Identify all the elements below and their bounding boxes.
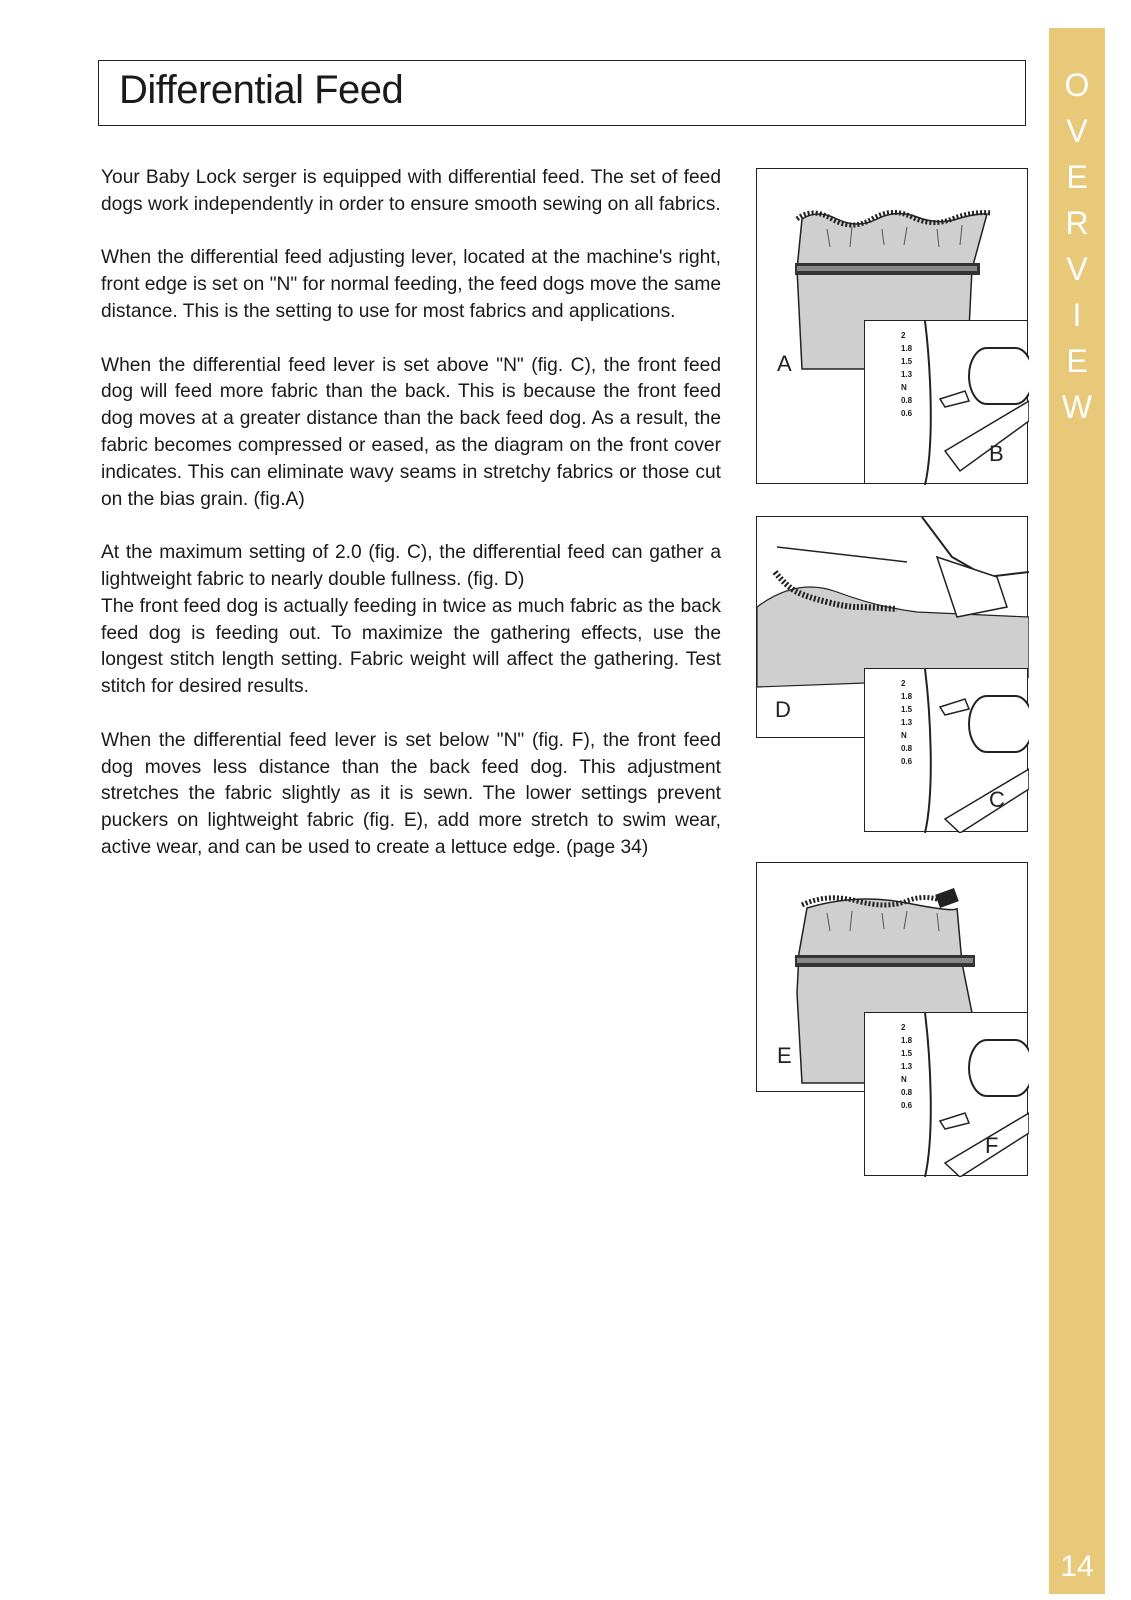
page-number: 14 (1060, 1550, 1094, 1583)
paragraph-max-setting: At the maximum setting of 2.0 (fig. C), the differential feed can gather a lightweight fabric to nearly double fullness. (fig. D) (101, 542, 721, 590)
figure-label-a: A (777, 351, 792, 376)
body-text (101, 165, 721, 889)
figure-label-d: D (775, 697, 791, 722)
dial-mark: 1.5 (901, 1049, 913, 1058)
dial-mark: 0.8 (901, 1088, 913, 1097)
dial-marks (901, 329, 912, 420)
figure-label-e: E (777, 1043, 792, 1068)
dial-mark: N (901, 731, 907, 740)
dial-mark: 0.8 (901, 744, 913, 753)
side-tab-letter: I (1072, 297, 1082, 333)
side-tab-letter: V (1066, 251, 1088, 287)
dial-mark: 1.8 (901, 1036, 913, 1045)
figure-label-c: C (989, 787, 1005, 812)
paragraph-above-n: When the differential feed lever is set above "N" (fig. C), the front feed dog will feed more fabric than the back. This is because the front feed dog moves at a greater distance than the back feed dog. As a result, the fabric becomes compressed or eased, as the diagram on the front cover indicates. This can eliminate wavy seams in stretchy fabrics or those cut on the bias grain. (fig.A) (101, 354, 721, 510)
side-tab-letter: O (1064, 67, 1090, 103)
paragraph-gathering: The front feed dog is actually feeding in twice as much fabric as the back feed dog is feeding out. To maximize the gathering effects, use the longest stitch length setting. Fabric weight will affect the gathering. Test stitch for desired results. (101, 595, 721, 698)
dial-illustration (865, 1013, 1029, 1177)
paragraph-below-n: When the differential feed lever is set below "N" (fig. F), the front feed dog moves less distance than the back feed dog. This adjustment stretches the fabric slightly as it is sewn. The lower settings prevent puckers on lightweight fabric (fig. E), add more stretch to swim wear, active wear, and can be used to create a lettuce edge. (page 34) (101, 729, 721, 858)
side-tab-letter: E (1066, 159, 1088, 195)
paragraph-normal-feed: When the differential feed adjusting lever, located at the machine's right, front edge is set on "N" for normal feeding, the feed dogs move the same distance. This is the setting to use for most fabrics and applications. (101, 247, 721, 322)
side-tab-letter: R (1065, 205, 1089, 241)
dial-mark: 0.8 (901, 396, 913, 405)
figure-b (864, 320, 1028, 484)
dial-mark: 1.5 (901, 705, 913, 714)
dial-mark: 1.8 (901, 344, 913, 353)
dial-mark: 1.3 (901, 718, 913, 727)
dial-illustration (865, 321, 1029, 485)
dial-mark: 1.8 (901, 692, 913, 701)
paragraph-intro: Your Baby Lock serger is equipped with differential feed. The set of feed dogs work independently in order to ensure smooth sewing on all fabrics. (101, 167, 721, 215)
side-tab-letter: W (1061, 389, 1093, 425)
dial-mark: N (901, 383, 907, 392)
dial-mark: 1.5 (901, 357, 913, 366)
figure-label-f: F (985, 1133, 999, 1158)
dial-mark: 2 (901, 1023, 906, 1032)
dial-mark: 2 (901, 679, 906, 688)
dial-marks (901, 677, 912, 768)
dial-mark: 1.3 (901, 370, 913, 379)
figure-label-b: B (989, 441, 1004, 466)
dial-mark: 2 (901, 331, 906, 340)
dial-marks (901, 1021, 912, 1112)
dial-mark: N (901, 1075, 907, 1084)
side-tab-letters (1049, 62, 1105, 430)
page-title: Differential Feed (119, 68, 404, 112)
figure-c (864, 668, 1028, 832)
side-tab-letter: V (1066, 113, 1088, 149)
side-tab-letter: E (1066, 343, 1088, 379)
section-side-tab (1049, 28, 1105, 1594)
dial-mark: 0.6 (901, 1101, 913, 1110)
figure-f (864, 1012, 1028, 1176)
dial-mark: 1.3 (901, 1062, 913, 1071)
title-box (98, 60, 1026, 126)
dial-mark: 0.6 (901, 409, 913, 418)
dial-mark: 0.6 (901, 757, 913, 766)
